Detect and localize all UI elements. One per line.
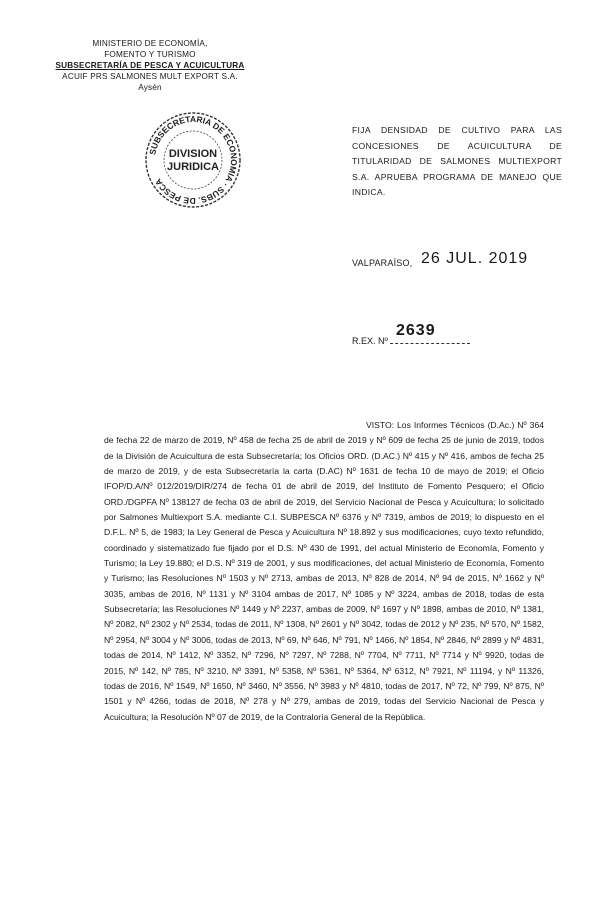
ministry-line: MINISTERIO DE ECONOMÍA, [92,39,208,48]
date-stamp: 26 JUL. 2019 [421,250,529,267]
stamp-division-text: DIVISION [168,148,218,160]
subsecretaria-line: SUBSECRETARÍA DE PESCA Y ACUICULTURA [55,61,245,70]
ministry-line-2: FOMENTO Y TURISMO [104,50,196,59]
resolution-subject: FIJA DENSIDAD DE CULTIVO PARA LAS CONCESIONES DE ACUICULTURA DE TITULARIDAD DE SALMONES MULTIEXPORT S.A. APRUEBA PROGRAMA DE MANEJO QUE INDICA. [352,125,562,198]
resolution-number-field [352,336,470,346]
visto-text: VISTO: Los Informes Técnicos (D.Ac.) Nº 364 de fecha 22 de marzo de 2019, Nº 458 de fecha 25 de abril de 2019 y Nº 609 de fecha 25 de junio de 2019, todos de la División de Acuicultura de esta Subsecretaría; los Oficios ORD. (D.AC.) Nº 415 y Nº 416, ambos de fecha 25 de marzo de 2019, y de esta Subsecretaría la carta (D.AC) Nº 1631 de fecha 10 de mayo de 2019; el Oficio IFOP/D.A/Nº 012/2019/DIR/274 de fecha 01 de abril de 2019, del Instituto de Fomento Pesquero; el Oficio ORD./DGPFA Nº 138127 de fecha 03 de abril de 2019, del Servicio Nacional de Pesca y Acuicultura; lo solicitado por Salmones Multiexport S.A. mediante C.I. SUBPESCA Nº 6376 y Nº 7319, ambos de 2019; lo dispuesto en el D.F.L. Nº 5, de 1983; la Ley General de Pesca y Acuicultura Nº 18.892 y sus modificaciones, cuyo texto refundido, coordinado y sistematizado fue fijado por el D.S. Nº 430 de 1991, del actual Ministerio de Economía, Fomento y Turismo; la Ley 19.880; el D.S. Nº 319 de 2001, y sus modificaciones, del actual Ministerio de Economía, Fomento y Turismo; las Resoluciones Nº 1503 y Nº 2713, ambas de 2013, Nº 828 de 2014, Nº 94 de 2015, Nº 1662 y Nº 3035, ambas de 2016, Nº 1131 y Nº 3104 ambas de 2017, Nº 1085 y Nº 3224, ambas de 2018, todas de esta Subsecretaría; las Resoluciones Nº 1449 y Nº 2237, ambas de 2009, Nº 1697 y Nº 1898, ambas de 2010, Nº 1381, Nº 2082, Nº 2302 y Nº 2534, todas de 2011, Nº 1308, Nº 2601 y Nº 3042, todas de 2012 y Nº 235, Nº 570, Nº 1582, Nº 2954, Nº 3004 y Nº 3006, todas de 2013, Nº 69, Nº 646, Nº 791, Nº 1466, Nº 1854, Nº 2846, Nº 2899 y Nº 4831, todas de 2014, Nº 1412, Nº 3352, Nº 7296, Nº 7297, Nº 7288, Nº 7704, Nº 7711, Nº 7714 y Nº 9920, todas de 2015, Nº 142, Nº 785, Nº 3210, Nº 3391, Nº 5358, Nº 5361, Nº 5364, Nº 6312, Nº 7921, Nº 11194, y Nº 11326, todas de 2016, Nº 1549, Nº 1650, Nº 3460, Nº 3556, Nº 3983 y Nº 4810, todas de 2017, Nº 72, Nº 799, Nº 875, Nº 1501 y Nº 4266, todas de 2018, Nº 278 y Nº 279, ambas de 2019, todas del Servicio Nacional de Pesca y Acuicultura; la Resolución Nº 07 de 2019, de la Contraloría General de la República. [104,420,544,722]
place-label: VALPARAÍSO, [352,258,413,268]
visto-paragraph [104,418,544,725]
rex-underline [390,343,470,344]
rex-label: R.EX. Nº [352,336,388,346]
stamp-juridica-text: JURIDICA [167,161,219,173]
issuer-header [50,38,250,93]
stamp-ring-text: SUBSECRETARIA DE ECONOMIA · SUBS. DE PESCA [147,113,240,207]
reference-line: ACUIF PRS SALMONES MULT EXPORT S.A. [62,72,238,81]
division-juridica-stamp [143,110,243,210]
resolution-number: 2639 [396,322,436,339]
region-line: Aysén [138,83,162,92]
